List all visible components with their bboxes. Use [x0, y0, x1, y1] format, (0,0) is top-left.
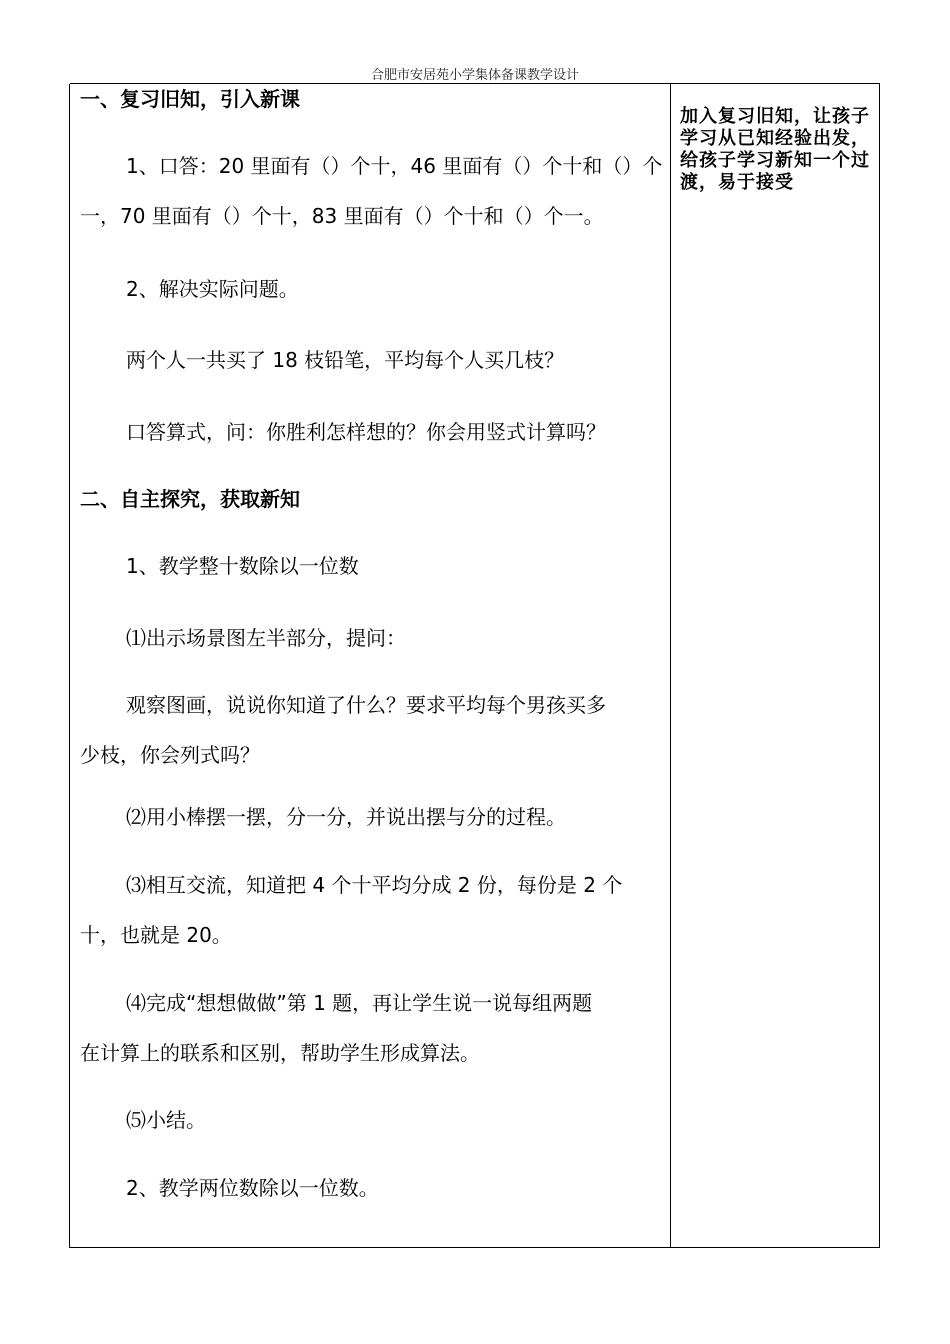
paragraph-line: 十，也就是 20。 — [80, 923, 232, 947]
side-note: 加入复习旧知，让孩子学习从已知经验出发，给孩子学习新知一个过渡，易于接受 — [680, 106, 870, 193]
paragraph-line: 2、解决实际问题。 — [126, 277, 299, 301]
paragraph-line: 在计算上的联系和区别，帮助学生形成算法。 — [80, 1041, 480, 1065]
lesson-table — [69, 84, 880, 1248]
paragraph-line: 1、口答：20 里面有（）个十，46 里面有（）个十和（）个 — [126, 154, 663, 178]
paragraph-line: 2、教学两位数除以一位数。 — [126, 1176, 379, 1200]
main-content — [70, 84, 670, 1247]
section-heading-2: 二、自主探究，获取新知 — [80, 487, 300, 511]
section-heading-1: 一、复习旧知，引入新课 — [80, 87, 300, 111]
paragraph-line: ⑸小结。 — [126, 1108, 206, 1132]
paragraph-line: ⑴出示场景图左半部分，提问： — [126, 626, 406, 650]
paragraph-line: ⑷完成“想想做做”第 1 题，再让学生说一说每组两题 — [126, 991, 593, 1015]
paragraph-line: ⑶相互交流，知道把 4 个十平均分成 2 份，每份是 2 个 — [126, 873, 623, 897]
paragraph-line: 观察图画，说说你知道了什么？要求平均每个男孩买多 — [126, 693, 606, 717]
paragraph-line: 一，70 里面有（）个十，83 里面有（）个十和（）个一。 — [80, 204, 604, 228]
paragraph-line: 口答算式，问：你胜利怎样想的？你会用竖式计算吗？ — [126, 420, 606, 444]
paragraph-line: 1、教学整十数除以一位数 — [126, 554, 359, 578]
paragraph-line: 两个人一共买了 18 枝铅笔，平均每个人买几枝？ — [126, 348, 565, 372]
page-header: 合肥市安居苑小学集体备课教学设计 — [370, 68, 579, 83]
paragraph-line: ⑵用小棒摆一摆，分一分，并说出摆与分的过程。 — [126, 805, 566, 829]
paragraph-line: 少枝，你会列式吗？ — [80, 743, 260, 767]
